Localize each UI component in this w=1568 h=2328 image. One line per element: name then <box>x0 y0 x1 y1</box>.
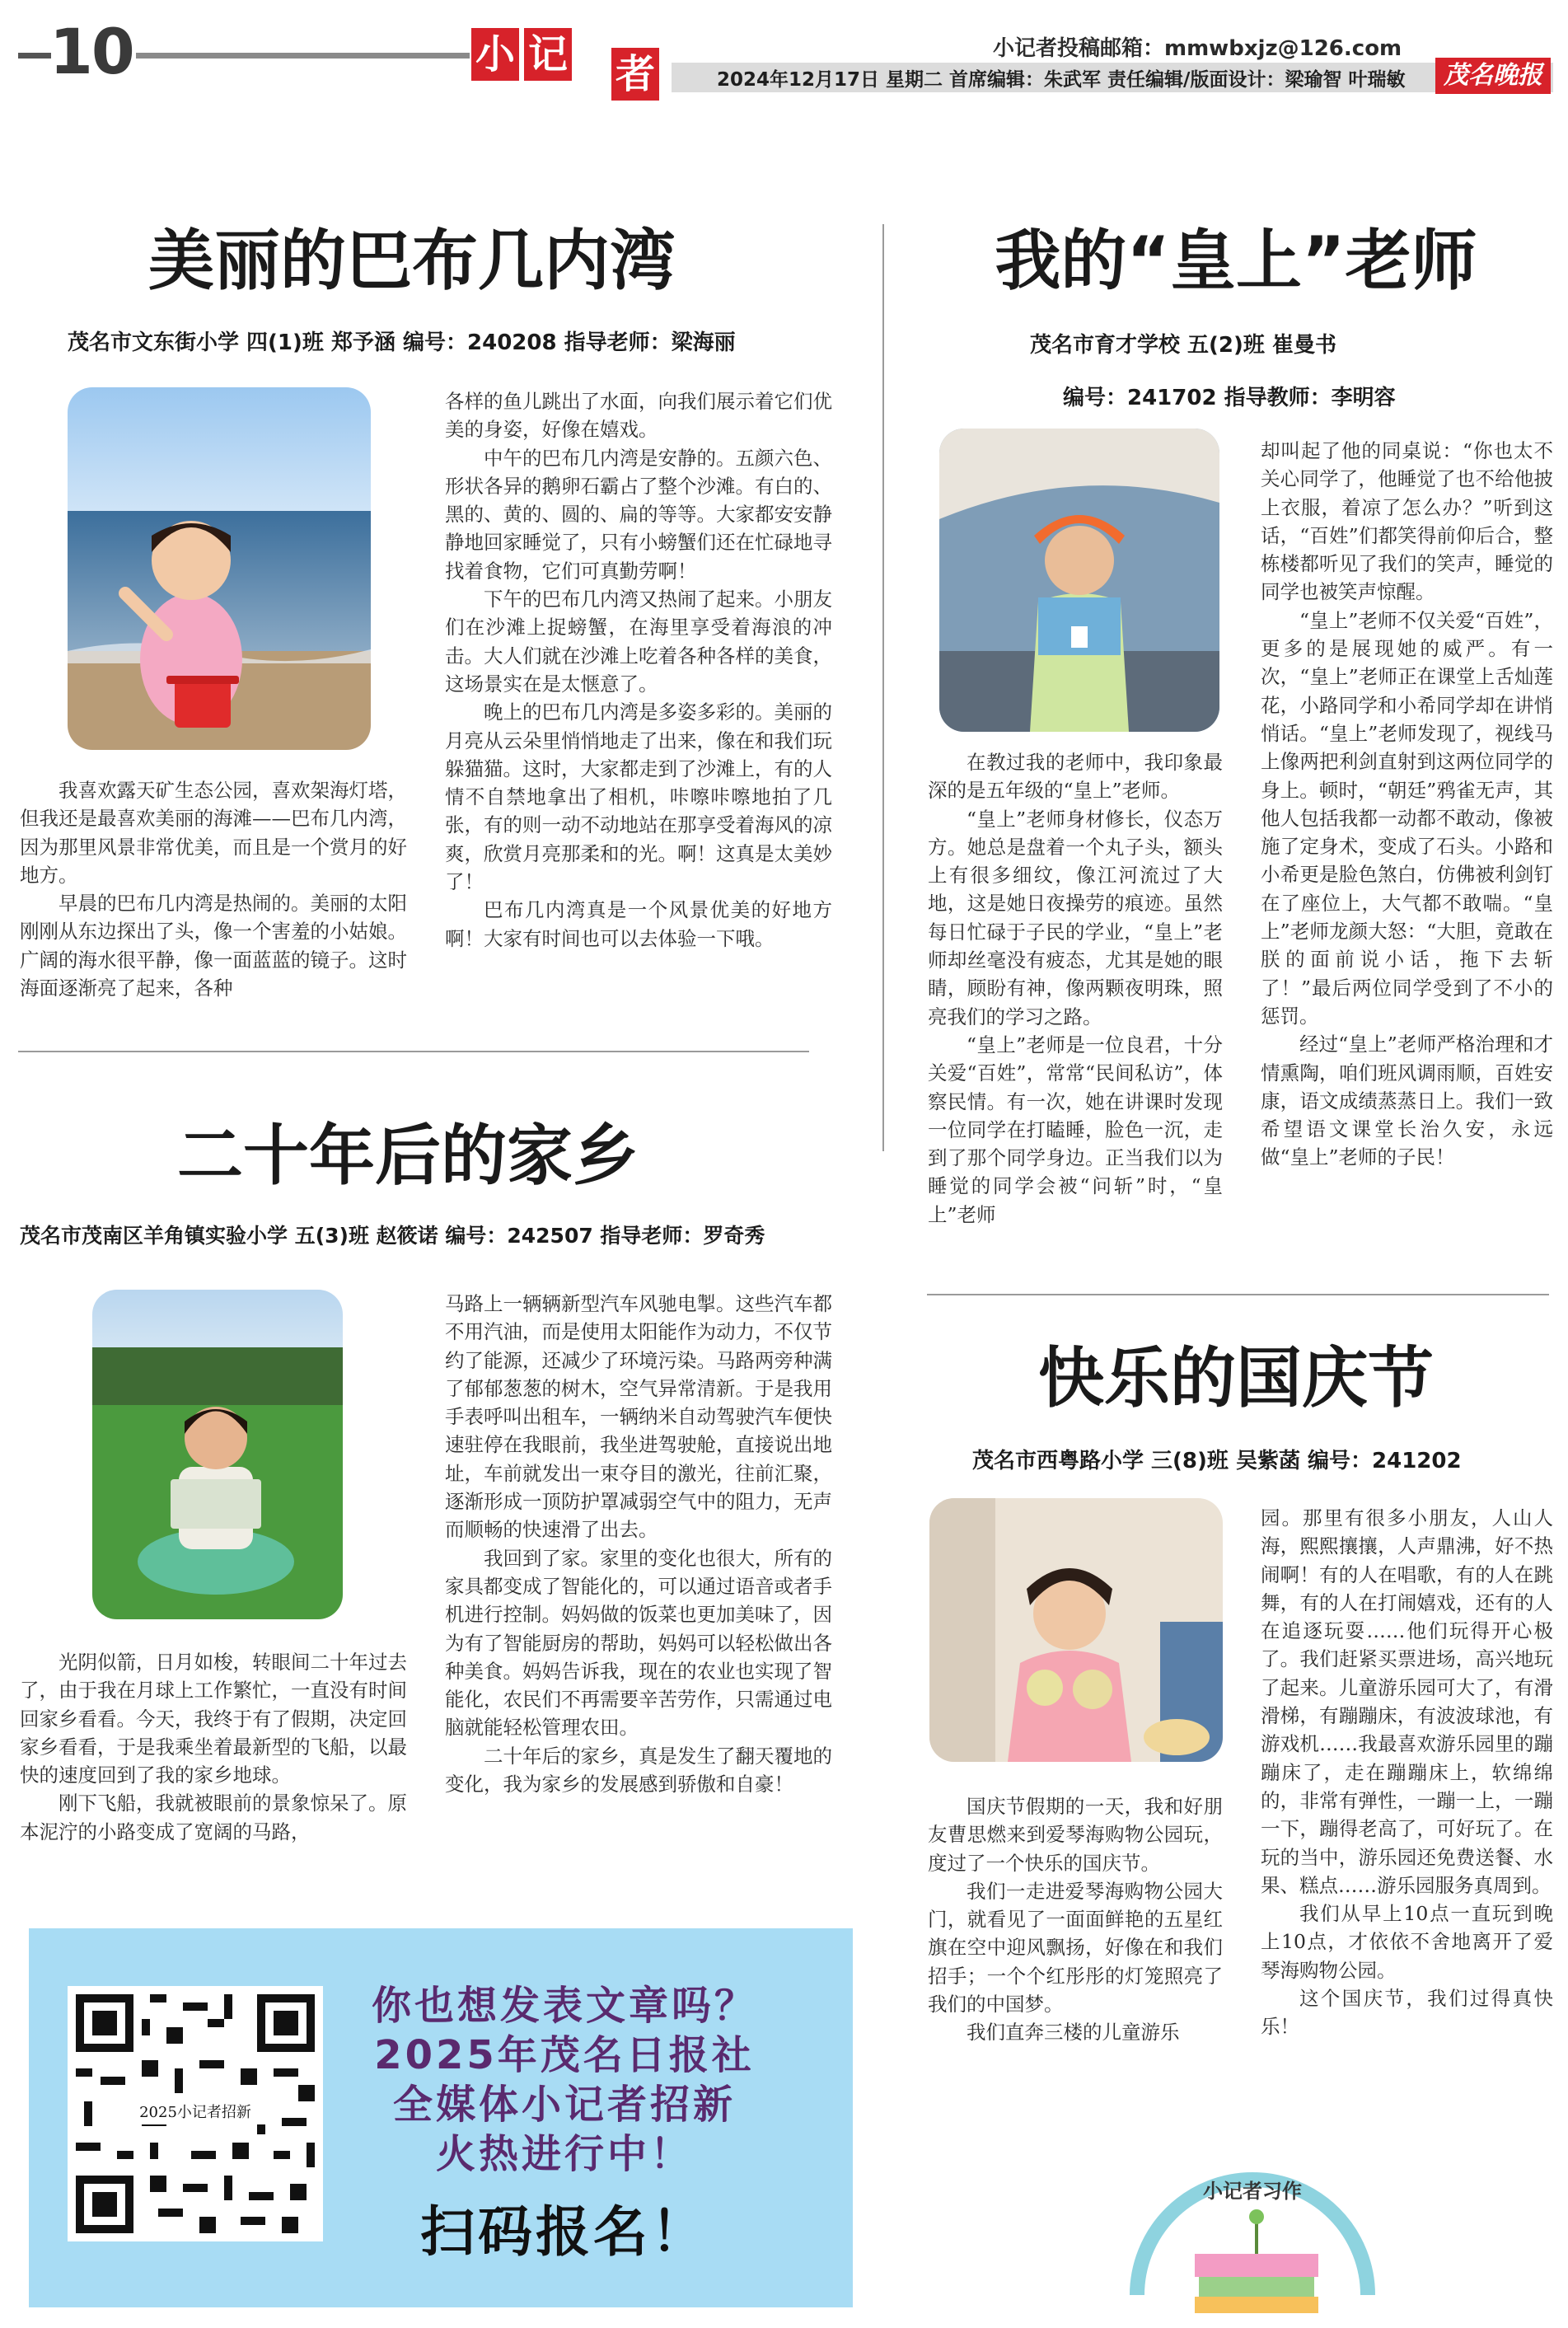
column-divider-top <box>882 224 884 1151</box>
section-badge-char-3: 者 <box>611 48 659 101</box>
section-badge-char-2: 记 <box>524 28 572 81</box>
article-1-text-right <box>445 387 832 1047</box>
paragraph: 这个国庆节，我们过得真快乐！ <box>1261 1987 1553 2039</box>
paragraph: 晚上的巴布几内湾是多姿多彩的。美丽的月亮从云朵里悄悄地走了出来，像在和我们玩躲猫猫。这时，大家都走到了沙滩上，有的人情不自禁地拿出了相机，咔嚓咔嚓地拍了几张，有的则一动不动地站在那享受着海风的凉爽，欣赏月亮那柔和的光。啊！这真是太美妙了！ <box>445 700 832 894</box>
paragraph: 各样的鱼儿跳出了水面，向我们展示着它们优美的身姿，好像在嬉戏。 <box>445 390 832 442</box>
article-1-title: 美丽的巴布几内湾 <box>148 222 676 299</box>
article-2-photo <box>92 1290 343 1619</box>
article-4-title: 快乐的国庆节 <box>1038 1340 1434 1417</box>
article-2-text-right <box>445 1290 832 1891</box>
paragraph: 在教过我的老师中，我印象最深的是五年级的“皇上”老师。 <box>928 751 1223 803</box>
header-rule <box>136 53 470 59</box>
row-divider-left <box>18 1051 809 1052</box>
emblem-label: 小记者习作 <box>1203 2180 1302 2203</box>
paragraph: 光阴似箭，日月如梭，转眼间二十年过去了，由于我在月球上工作繁忙，一直没有时间回家乡看看。今天，我终于有了假期，决定回家乡看看，于是我乘坐着最新型的飞船，以最快的速度回到了我的家乡地球。 <box>20 1651 407 1787</box>
paragraph: 国庆节假期的一天，我和好朋友曹思燃来到爱琴海购物公园玩，度过了一个快乐的国庆节。 <box>928 1795 1223 1875</box>
newspaper-logo: 茂名晚报 <box>1435 58 1551 94</box>
paragraph: 园。那里有很多小朋友，人山人海，熙熙攘攘，人声鼎沸，好不热闹啊！有的人在唱歌，有的人在跳舞，有的人在打闹嬉戏，还有的人在追逐玩耍……他们玩得开心极了。我们赶紧买票进场，高兴地玩了起来。儿童游乐园可大了，有滑滑梯，有蹦蹦床，有波波球池，有游戏机……我最喜欢游乐园里的蹦蹦床了，走在蹦蹦床上，软绵绵的，非常有弹性，一蹦一上，一蹦一下，蹦得老高了，可好玩了。在玩的当中，游乐园还免费送餐、水果、糕点……游乐园服务真周到。 <box>1261 1506 1553 1897</box>
promo-line-4: 火热进行中！ <box>435 2131 693 2177</box>
promo-line-3: 全媒体小记者招新 <box>392 2082 736 2128</box>
section-badge-char-1: 小 <box>471 28 519 81</box>
paragraph: 我喜欢露天矿生态公园，喜欢架海灯塔，但我还是最喜欢美丽的海滩——巴布几内湾，因为那里风景非常优美，而且是一个赏月的好地方。 <box>20 779 407 887</box>
article-2-title: 二十年后的家乡 <box>177 1117 639 1194</box>
paragraph: 我们直奔三楼的儿童游乐 <box>967 2021 1180 2045</box>
submission-mailbox: 小记者投稿邮箱：mmwbxjz@126.com <box>993 36 1402 61</box>
article-4-text-right <box>1261 1504 1553 2130</box>
paragraph: “皇上”老师身材修长，仪态万方。她总是盘着一个丸子头，额头上有很多细纹，像江河流过了大地，这是她日夜操劳的痕迹。虽然每日忙碌于子民的学业，“皇上”老师却丝毫没有疲态，尤其是她的眼睛，顾盼有神，像两颗夜明珠，照亮我们的学习之路。 <box>928 807 1223 1028</box>
promo-cta: 扫码报名！ <box>420 2200 709 2264</box>
paragraph: 二十年后的家乡，真是发生了翻天覆地的变化，我为家乡的发展感到骄傲和自豪！ <box>445 1744 832 1796</box>
paragraph: 中午的巴布几内湾是安静的。五颜六色、形状各异的鹅卵石霸占了整个沙滩。有白的、黑的、黄的、圆的、扁的等等。大家都安安静静地回家睡觉了，只有小螃蟹们还在忙碌地寻找着食物，它们可真勤劳啊！ <box>445 446 832 583</box>
paragraph: 刚下飞船，我就被眼前的景象惊呆了。原本泥泞的小路变成了宽阔的马路， <box>20 1792 407 1843</box>
promo-line-2: 2025年茂名日报社 <box>374 2032 755 2078</box>
page-number-dash <box>18 53 51 59</box>
article-3-title: 我的“皇上”老师 <box>995 222 1477 299</box>
article-4-text-left <box>928 1792 1223 2126</box>
article-2-text-left <box>20 1648 407 1895</box>
paragraph: 下午的巴布几内湾又热闹了起来。小朋友们在沙滩上捉螃蟹，在海里享受着海浪的冲击。大人们就在沙滩上吃着各种各样的美食，这场景实在是太惬意了。 <box>445 588 832 696</box>
article-3-photo <box>939 429 1219 732</box>
paragraph: 经过“皇上”老师严格治理和才情熏陶，咱们班风调雨顺，百姓安康，语文成绩蒸蒸日上。我们一致希望语文课堂长治久安，永远做“皇上”老师的子民！ <box>1261 1033 1553 1169</box>
paragraph: 巴布几内湾真是一个风景优美的好地方啊！大家有时间也可以去体验一下哦。 <box>445 898 832 950</box>
paragraph: 我们一走进爱琴海购物公园大门，就看见了一面面鲜艳的五星红旗在空中迎风飘扬，好像在和我们招手；一个个红彤彤的灯笼照亮了我们的中国梦。 <box>928 1879 1223 2017</box>
article-1-byline: 茂名市文东街小学 四(1)班 郑予涵 编号：240208 指导老师：梁海丽 <box>68 330 736 355</box>
article-3-byline-1: 茂名市育才学校 五(2)班 崔曼书 <box>1030 333 1336 358</box>
promo-line-1: 你也想发表文章吗？ <box>371 1983 757 2029</box>
paragraph: 我们从早上10点一直玩到晚上10点，才依依不舍地离开了爱琴海购物公园。 <box>1261 1902 1553 1982</box>
article-4-byline: 茂名市西粤路小学 三(8)班 吴紫菡 编号：241202 <box>972 1449 1462 1473</box>
paragraph: 马路上一辆辆新型汽车风驰电掣。这些汽车都不用汽油，而是使用太阳能作为动力，不仅节约了能源，还减少了环境污染。马路两旁种满了郁郁葱葱的树木，空气异常清新。于是我用手表呼叫出租车，一辆纳米自动驾驶汽车便快速驻停在我眼前，我坐进驾驶舱，直接说出地址，车前就发出一束夺目的激光，往前汇聚，逐渐形成一顶防护罩减弱空气中的阻力，无声而顺畅的快速滑了出去。 <box>445 1292 832 1542</box>
page-number: 10 <box>49 15 133 88</box>
edition-info: 2024年12月17日 星期二 首席编辑：朱武军 责任编辑/版面设计：梁瑜智 叶瑞敏 <box>717 69 1406 91</box>
paragraph: 早晨的巴布几内湾是热闹的。美丽的太阳刚刚从东边探出了头，像一个害羞的小姑娘。广阔的海水很平静，像一面蓝蓝的镜子。这时海面逐渐亮了起来，各种 <box>20 892 407 1000</box>
article-4-photo <box>929 1498 1223 1762</box>
article-1-photo <box>68 387 371 750</box>
paragraph: 却叫起了他的同桌说：“你也太不关心同学了，他睡觉了也不给他披上衣服，着凉了怎么办？”听到这话，“百姓”们都笑得前仰后合，整栋楼都听见了我们的笑声，睡觉的同学也被笑声惊醒。 <box>1261 439 1553 604</box>
qr-caption: 2025小记者招新 <box>109 2101 282 2124</box>
paragraph: “皇上”老师不仅关爱“百姓”，更多的是展现她的威严。有一次，“皇上”老师正在课堂上舌灿莲花，小路同学和小希同学却在讲悄悄话。“皇上”老师发现了，视线马上像两把利剑直射到这两位同学的身上。顿时，“朝廷”鸦雀无声，其他人包括我都一动都不敢动，像被施了定身术，变成了石头。小路和小希更是脸色煞白，仿佛被利剑钉在了座位上，大气都不敢喘。“皇上”老师龙颜大怒：“大胆，竟敢在朕的面前说小话，拖下去斩了！”最后两位同学受到了不小的惩罚。 <box>1261 608 1553 1028</box>
article-3-text-left <box>928 748 1223 1259</box>
young-reporter-emblem <box>1104 2155 1401 2320</box>
article-3-text-right <box>1261 437 1553 1261</box>
article-3-byline-2: 编号：241702 指导教师：李明容 <box>1063 386 1396 410</box>
qr-code[interactable] <box>68 1986 323 2241</box>
row-divider-right <box>927 1294 1549 1295</box>
paragraph: “皇上”老师是一位良君，十分关爱“百姓”，常常“民间私访”，体察民情。有一次，她在讲课时发现一位同学在打瞌睡，脸色一沉，走到了那个同学身边。正当我们以为睡觉的同学会被“问斩”时，“皇上”老师 <box>928 1033 1223 1226</box>
paragraph: 我回到了家。家里的变化也很大，所有的家具都变成了智能化的，可以通过语音或者手机进行控制。妈妈做的饭菜也更加美味了，因为有了智能厨房的帮助，妈妈可以轻松做出各种美食。妈妈告诉我，现在的农业也实现了智能化，农民们不再需要辛苦劳作，只需通过电脑就能轻松管理农田。 <box>445 1546 832 1740</box>
article-1-text-left <box>20 776 407 1044</box>
article-2-byline: 茂名市茂南区羊角镇实验小学 五(3)班 赵筱诺 编号：242507 指导老师：罗奇秀 <box>20 1224 765 1248</box>
